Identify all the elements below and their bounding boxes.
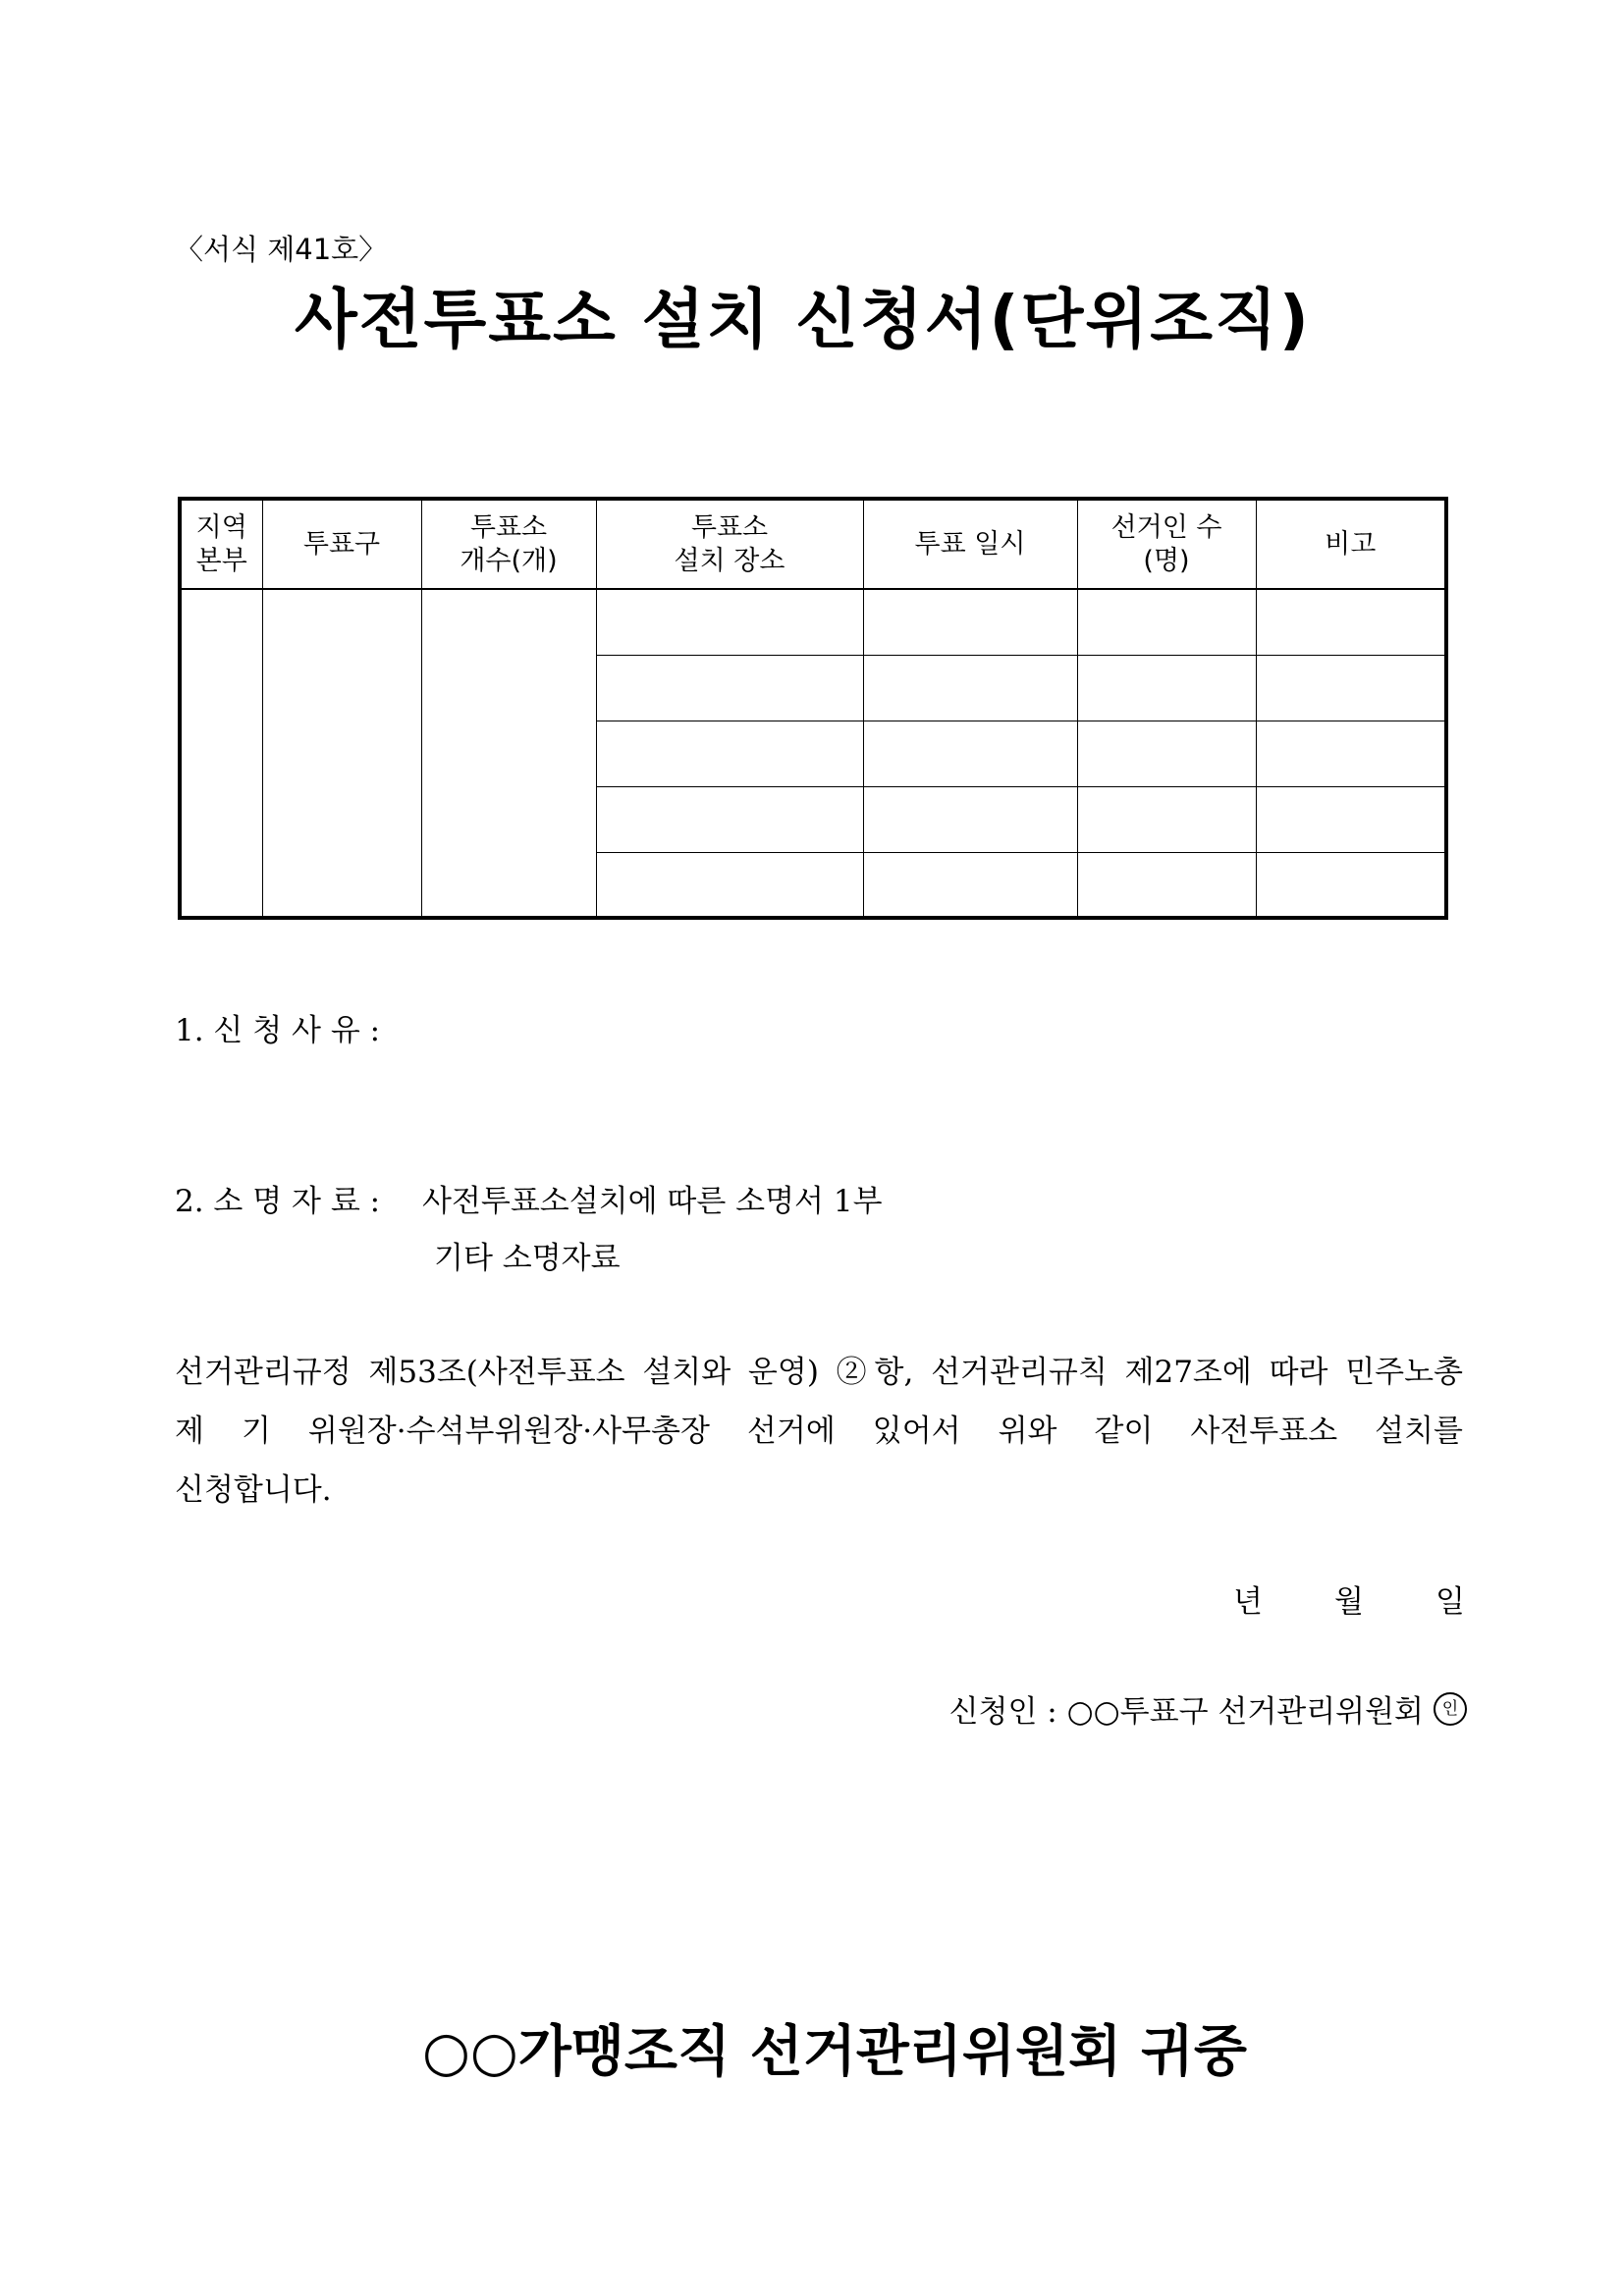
addressee: ○○가맹조직 선거관리위원회 귀중 [422, 2020, 1247, 2084]
cell-voter-count[interactable] [1077, 852, 1256, 918]
header-voting-datetime [863, 499, 1077, 589]
cell-voting-district[interactable] [262, 589, 421, 918]
body-text-line-2: 제 기 위원장·수석부위원장·사무총장 선거에 있어서 위와 같이 사전투표소 설치를 [175, 1414, 1463, 1449]
cell-voting-datetime[interactable] [863, 655, 1077, 721]
header-station-location-line2: 설치 장소 [674, 545, 785, 576]
cell-remarks[interactable] [1256, 721, 1446, 786]
table-row [180, 589, 1446, 655]
header-station-count-line1: 투표소 [469, 511, 548, 543]
cell-voter-count[interactable] [1077, 655, 1256, 721]
cell-voter-count[interactable] [1077, 589, 1256, 655]
header-voter-count-line2: (명) [1143, 545, 1190, 576]
cell-station-location[interactable] [596, 721, 863, 786]
body-text-line-3: 신청합니다. [175, 1472, 332, 1508]
cell-station-location[interactable] [596, 589, 863, 655]
date-month: 월 [1334, 1584, 1364, 1620]
cell-voting-datetime[interactable] [863, 786, 1077, 852]
seal-mark: 인 [1434, 1692, 1467, 1726]
header-station-location [596, 499, 863, 589]
header-station-location-line1: 투표소 [690, 511, 769, 543]
header-region-hq [180, 499, 262, 589]
table-header-row [180, 499, 1446, 589]
form-number: 〈서식 제41호〉 [175, 233, 388, 266]
header-voting-datetime-line1: 투표 일시 [914, 528, 1026, 560]
cell-voting-datetime[interactable] [863, 852, 1077, 918]
supporting-material-value-2: 기타 소명자료 [434, 1241, 621, 1276]
cell-station-location[interactable] [596, 655, 863, 721]
applicant-line [949, 1686, 1467, 1731]
cell-voting-datetime[interactable] [863, 589, 1077, 655]
cell-voting-datetime[interactable] [863, 721, 1077, 786]
cell-voter-count[interactable] [1077, 721, 1256, 786]
date-day: 일 [1435, 1584, 1465, 1620]
applicant-text: 신청인 : ○○투표구 선거관리위원회 [948, 1694, 1424, 1730]
date-line [1233, 1576, 1465, 1621]
body-text-line-1: 선거관리규정 제53조(사전투표소 설치와 운영) ②항, 선거관리규칙 제27조에 따라 민주노총 [175, 1355, 1463, 1390]
header-station-count [421, 499, 596, 589]
date-year: 년 [1233, 1584, 1263, 1620]
cell-station-count[interactable] [421, 589, 596, 918]
header-voter-count [1077, 499, 1256, 589]
cell-remarks[interactable] [1256, 589, 1446, 655]
header-remarks [1256, 499, 1446, 589]
header-voting-district [262, 499, 421, 589]
supporting-material-label: 2. 소 명 자 료 : [175, 1184, 381, 1219]
cell-remarks[interactable] [1256, 655, 1446, 721]
cell-remarks[interactable] [1256, 786, 1446, 852]
header-voter-count-line1: 선거인 수 [1110, 511, 1222, 543]
cell-voter-count[interactable] [1077, 786, 1256, 852]
header-voting-district-line1: 투표구 [302, 528, 381, 560]
cell-station-location[interactable] [596, 786, 863, 852]
cell-station-location[interactable] [596, 852, 863, 918]
header-region-hq-line1: 지역 [195, 511, 247, 543]
cell-region-hq[interactable] [180, 589, 262, 918]
header-station-count-line2: 개수(개) [460, 545, 558, 576]
application-reason-label: 1. 신 청 사 유 : [175, 1013, 381, 1048]
header-region-hq-line2: 본부 [195, 545, 247, 576]
supporting-material-value-1: 사전투표소설치에 따른 소명서 1부 [422, 1184, 883, 1219]
application-table [178, 497, 1448, 920]
cell-remarks[interactable] [1256, 852, 1446, 918]
header-remarks-line1: 비고 [1325, 528, 1377, 560]
document-title: 사전투표소 설치 신청서(단위조직) [295, 282, 1311, 357]
